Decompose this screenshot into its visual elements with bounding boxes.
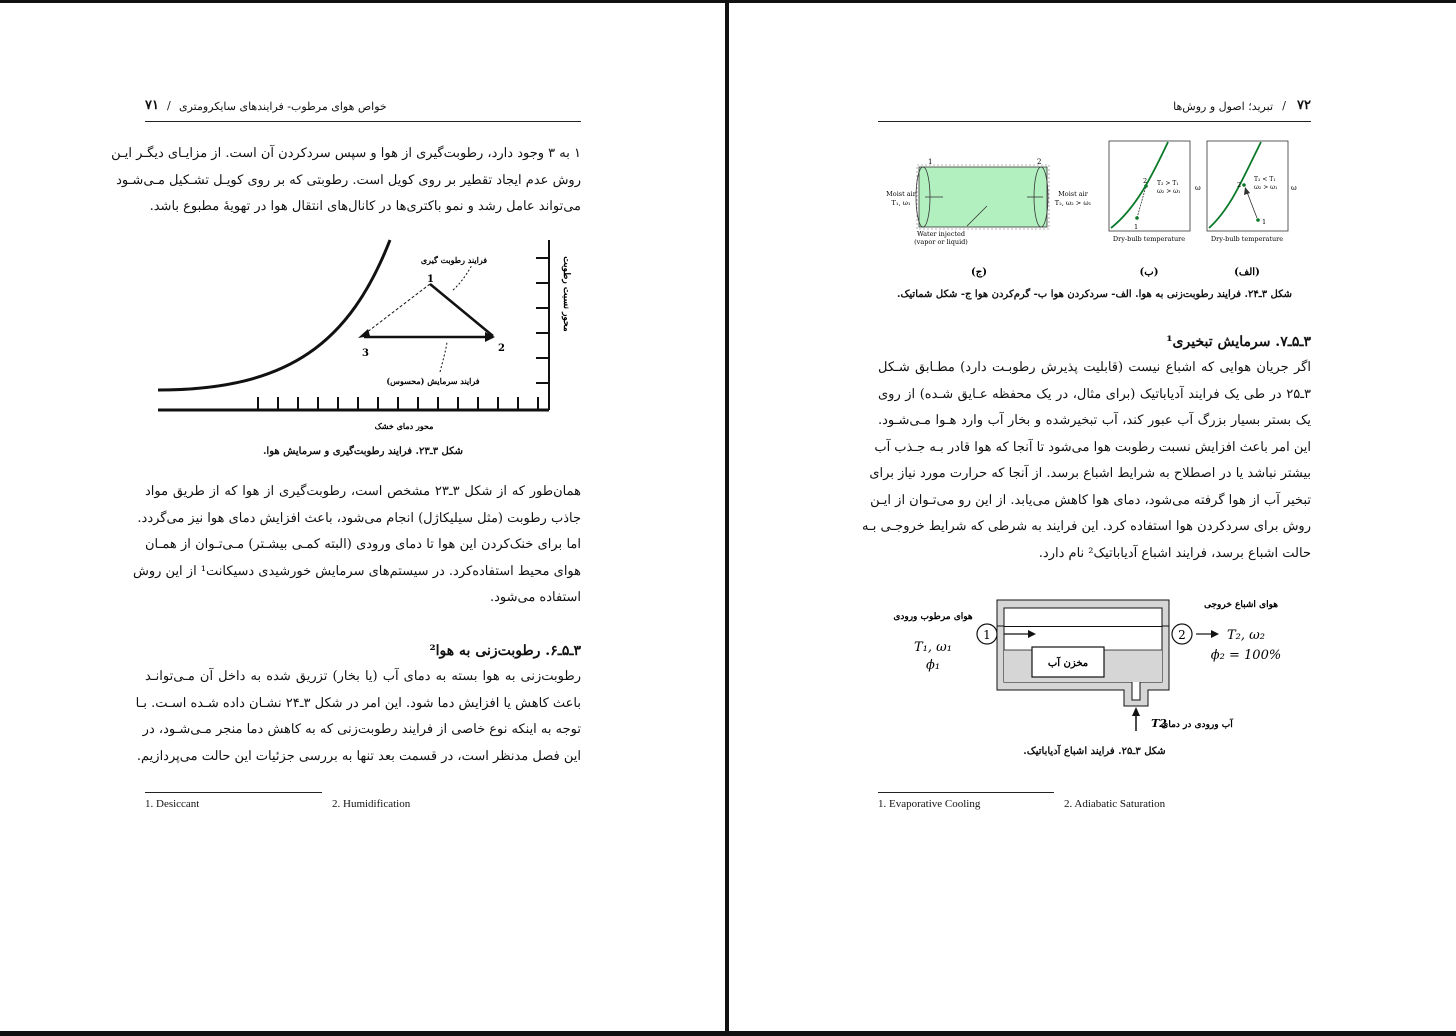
- text-line: هوای محیط استفاده‌کرد. در سیستم‌های سرمایش خورشیدی دسیکانت¹ از این روش: [132, 563, 581, 579]
- footnote-2: 2. Adiabatic Saturation: [1064, 798, 1166, 810]
- chart-a-process-line: [1247, 192, 1257, 218]
- inlet-state-label: T₁, ω₁: [891, 199, 911, 207]
- x-axis-label: محور دمای خشک: [374, 421, 434, 431]
- text-line: این امر باعث افزایش نسبت رطوبت هوا می‌شود تا آنجا که هوا قادر بـه جـذب آب: [874, 439, 1311, 455]
- right-header-slash: /: [1282, 99, 1286, 112]
- inlet-state-phi1: ϕ₁: [925, 658, 941, 673]
- left-header-rule: [145, 121, 581, 122]
- water-injected-label: Water injected: [916, 230, 966, 238]
- chart-b-x-axis: Dry-bulb temperature: [1112, 235, 1186, 243]
- figure-3-24-caption: شکل ۳ـ۲۴. فرایند رطوبت‌زنی به هوا. الف- سردکردن هوا ب- گرم‌کردن هوا ج- شکل شماتیک.: [896, 289, 1293, 300]
- footnote-2: 2. Humidification: [332, 798, 411, 810]
- y-axis-label: محور نسبت رطوبت: [561, 256, 571, 332]
- left-paragraph-2: [132, 479, 581, 612]
- figure-3-24: [881, 138, 1311, 283]
- cooling-process-line: [430, 284, 493, 336]
- figure-3-25: [878, 590, 1311, 740]
- water-inlet-label: آب ورودی در دمای: [1161, 720, 1233, 730]
- left-page: [0, 0, 725, 1030]
- inlet-state-t1-w1: T₁, ω₁: [914, 640, 952, 655]
- x-axis-ticks: [258, 397, 538, 410]
- point-3-label: 3: [362, 348, 369, 359]
- moist-air-in-label: Moist air: [886, 190, 916, 198]
- fig24-chart-cooling: [1207, 141, 1297, 243]
- moist-air-out-label: Moist air: [1058, 190, 1088, 198]
- text-line: رطوبت‌زنی به هوا بسته به دمای آب (یا بخار) تزریق شده به داخل آن مـی‌توانـد: [145, 669, 581, 684]
- duct-top-edge: [997, 626, 1169, 627]
- vapor-or-liquid-label: (vapor or liquid): [914, 238, 968, 246]
- chart-b-point-1: [1135, 216, 1139, 220]
- panel-label-b: (ب): [1139, 267, 1159, 278]
- text-line: می‌تواند عامل رشد و نمو باکتری‌ها در کانال‌های انتقال هوا در تهویهٔ مطبوع باشد.: [149, 199, 581, 214]
- text-line: ۳ـ۲۵ در طی یک فرایند آدیاباتیک (برای مثال، در یک محفظه عـایق شـده) از روی: [878, 386, 1311, 402]
- text-line: ۱ به ۳ وجود دارد، رطوبت‌گیری از هوا و سپس سردکردن آن است. از مزایـای دیگـر ایـن: [111, 146, 581, 161]
- text-line: این فصل مدنظر است، در قسمت بعد تنها به بررسی جزئیات این حالت می‌پردازیم.: [136, 748, 581, 764]
- fig24-schematic: [886, 158, 1091, 246]
- chart-a-arrow-head: [1244, 187, 1250, 195]
- section-2-label: 2: [1037, 158, 1042, 166]
- section-1-label: 1: [928, 158, 933, 166]
- state-2-label: 2: [1178, 628, 1186, 642]
- left-paragraph-3: [135, 664, 581, 770]
- water-inlet-temp: T2: [1151, 717, 1167, 730]
- footnote-1: 1. Desiccant: [145, 798, 200, 810]
- footnote-1: 1. Evaporative Cooling: [878, 798, 981, 810]
- outlet-state-label: T₂, ω₂ > ω₁: [1054, 199, 1092, 207]
- text-line: یک بستر بسیار بزرگ آب عبور کند، آب تبخیرشده و بخار آب وارد هـوا مـی‌شـود.: [878, 413, 1311, 428]
- text-line: بیشتر نباشد یا در اصطلاح به شرایط اشباع برسد. از آنجا که حرارت مورد نیاز برای: [869, 466, 1311, 481]
- point-2-label: 2: [498, 343, 505, 354]
- text-line: جاذب رطوبت (مثل سیلیکاژل) انجام می‌شود، باعث افزایش دمای هوا نیز می‌گردد.: [137, 510, 581, 526]
- text-line: روش برای سردکردن هوا استفاده کرد. این فرایند به شرطی که شرایط خروجـی بـه: [862, 519, 1311, 534]
- panel-label-c: (ج): [971, 267, 987, 278]
- dehumid-pointer: [453, 265, 472, 290]
- right-header-rule: [878, 121, 1311, 122]
- chart-a-x-axis: Dry-bulb temperature: [1210, 235, 1284, 243]
- saturation-curve: [158, 240, 390, 390]
- right-running-head: تبرید؛ اصول و روش‌ها: [1173, 100, 1273, 113]
- y-axis-ticks: [536, 258, 549, 383]
- text-line: همان‌طور که از شکل ۳ـ۲۳ مشخص است، رطوبت‌گیری از هوا که از طریق مواد: [145, 484, 581, 499]
- text-line: استفاده می‌شود.: [489, 590, 581, 605]
- chart-b-process-line: [1137, 186, 1146, 218]
- right-paragraph: [862, 355, 1311, 567]
- left-running-head: خواص هوای مرطوب- فرایندهای سایکرومتری: [179, 100, 387, 113]
- inlet-air-label: هوای مرطوب ورودی: [893, 612, 973, 622]
- panel-label-a: (الف): [1234, 267, 1260, 278]
- outlet-state-t2-w2: T₂, ω₂: [1227, 628, 1265, 643]
- chart-a-point-1-label: 1: [1262, 218, 1267, 226]
- left-page-number: ۷۱: [145, 98, 159, 113]
- section-3-5-7-heading: ۳ـ۵ـ۷. سرمایش تبخیری¹: [1166, 334, 1311, 350]
- text-line: حالت اشباع برسد، فرایند اشباع آدیاباتیک² نام دارد.: [1038, 545, 1311, 561]
- inlet-flow-arrow-head: [1028, 630, 1036, 638]
- text-line: روش عدم ایجاد تقطیر بر روی کویل است. رطوبتی که بر روی کویـل تشـکیل مـی‌شـود: [116, 172, 581, 188]
- right-page: [729, 0, 1456, 1030]
- text-line: باعث کاهش یا افزایش دما شود. این امر در شکل ۳ـ۲۴ نشـان داده شـده اسـت. بـا: [135, 695, 581, 711]
- text-line: تبخیر آب از هوا گرفته می‌شود، دمای هوا کاهش می‌یابد. از این رو می‌تـوان از ایـن: [870, 492, 1311, 508]
- duct-top: [997, 600, 1169, 626]
- chart-a-point-2-label: 2: [1237, 181, 1242, 189]
- chart-b-point-1-label: 1: [1134, 223, 1139, 231]
- chart-a-point-1: [1256, 218, 1260, 222]
- chart-b-temp-condition: T₂ > T₁: [1157, 180, 1179, 187]
- chart-a-omega-condition: ω₂ > ω₁: [1254, 184, 1278, 191]
- dehumidification-process-line: [362, 284, 430, 336]
- water-inlet-arrow-head: [1132, 707, 1140, 716]
- dehumid-process-label: فرایند رطوبت گیری: [420, 255, 488, 265]
- section-3-5-6-heading: ۳ـ۵ـ۶. رطوبت‌زنی به هوا²: [429, 643, 581, 659]
- outlet-air-label: هوای اشباع خروجی: [1203, 600, 1279, 610]
- chart-b-omega-condition: ω₂ > ω₁: [1157, 188, 1181, 195]
- right-page-number: ۷۲: [1297, 98, 1311, 113]
- figure-3-23: [150, 232, 580, 437]
- point-1-label: 1: [427, 274, 434, 285]
- chart-a-omega-axis: ω: [1291, 184, 1297, 192]
- chart-a-point-2: [1242, 183, 1246, 187]
- right-running-header: [878, 98, 1311, 118]
- chart-b-point-2-label: 2: [1143, 177, 1148, 185]
- cooling-process-label: فرایند سرمایش (محسوس): [386, 376, 480, 386]
- figure-3-25-caption: شکل ۳ـ۲۵. فرایند اشباع آدیاباتیک.: [1023, 746, 1166, 757]
- text-line: توجه به اینکه نوع خاصی از فرایند رطوبت‌زنی که به کاهش دما منجر مـی‌شـود، در: [142, 722, 581, 737]
- cooling-pointer: [440, 342, 447, 372]
- outlet-flow-arrow-head: [1211, 630, 1219, 638]
- left-header-slash: /: [167, 99, 171, 112]
- chart-b-omega-axis: ω: [1195, 184, 1201, 192]
- left-paragraph-1: [111, 141, 581, 221]
- left-footnote-rule: [145, 792, 322, 793]
- outlet-state-phi2: ϕ₂ = 100%: [1210, 648, 1282, 663]
- text-line: اما برای خنک‌کردن این هوا تا دمای ورودی (البته کمـی بیشـتر) مـی‌تـوان از همـان: [145, 537, 581, 552]
- chart-a-temp-condition: T₂ < T₁: [1254, 176, 1276, 183]
- text-line: اگر جریان هوایی که اشباع نیست (قابلیت پذیرش رطوبـت دارد) مطـابق شـکل: [878, 360, 1311, 375]
- figure-3-23-caption: شکل ۳ـ۲۳. فرایند رطوبت‌گیری و سرمایش هوا.: [262, 446, 464, 457]
- state-1-label: 1: [983, 628, 991, 642]
- reservoir-label: مخزن آب: [1047, 658, 1089, 669]
- right-footnote-rule: [878, 792, 1054, 793]
- fig24-chart-heating: [1109, 141, 1201, 243]
- left-running-header: [145, 98, 581, 118]
